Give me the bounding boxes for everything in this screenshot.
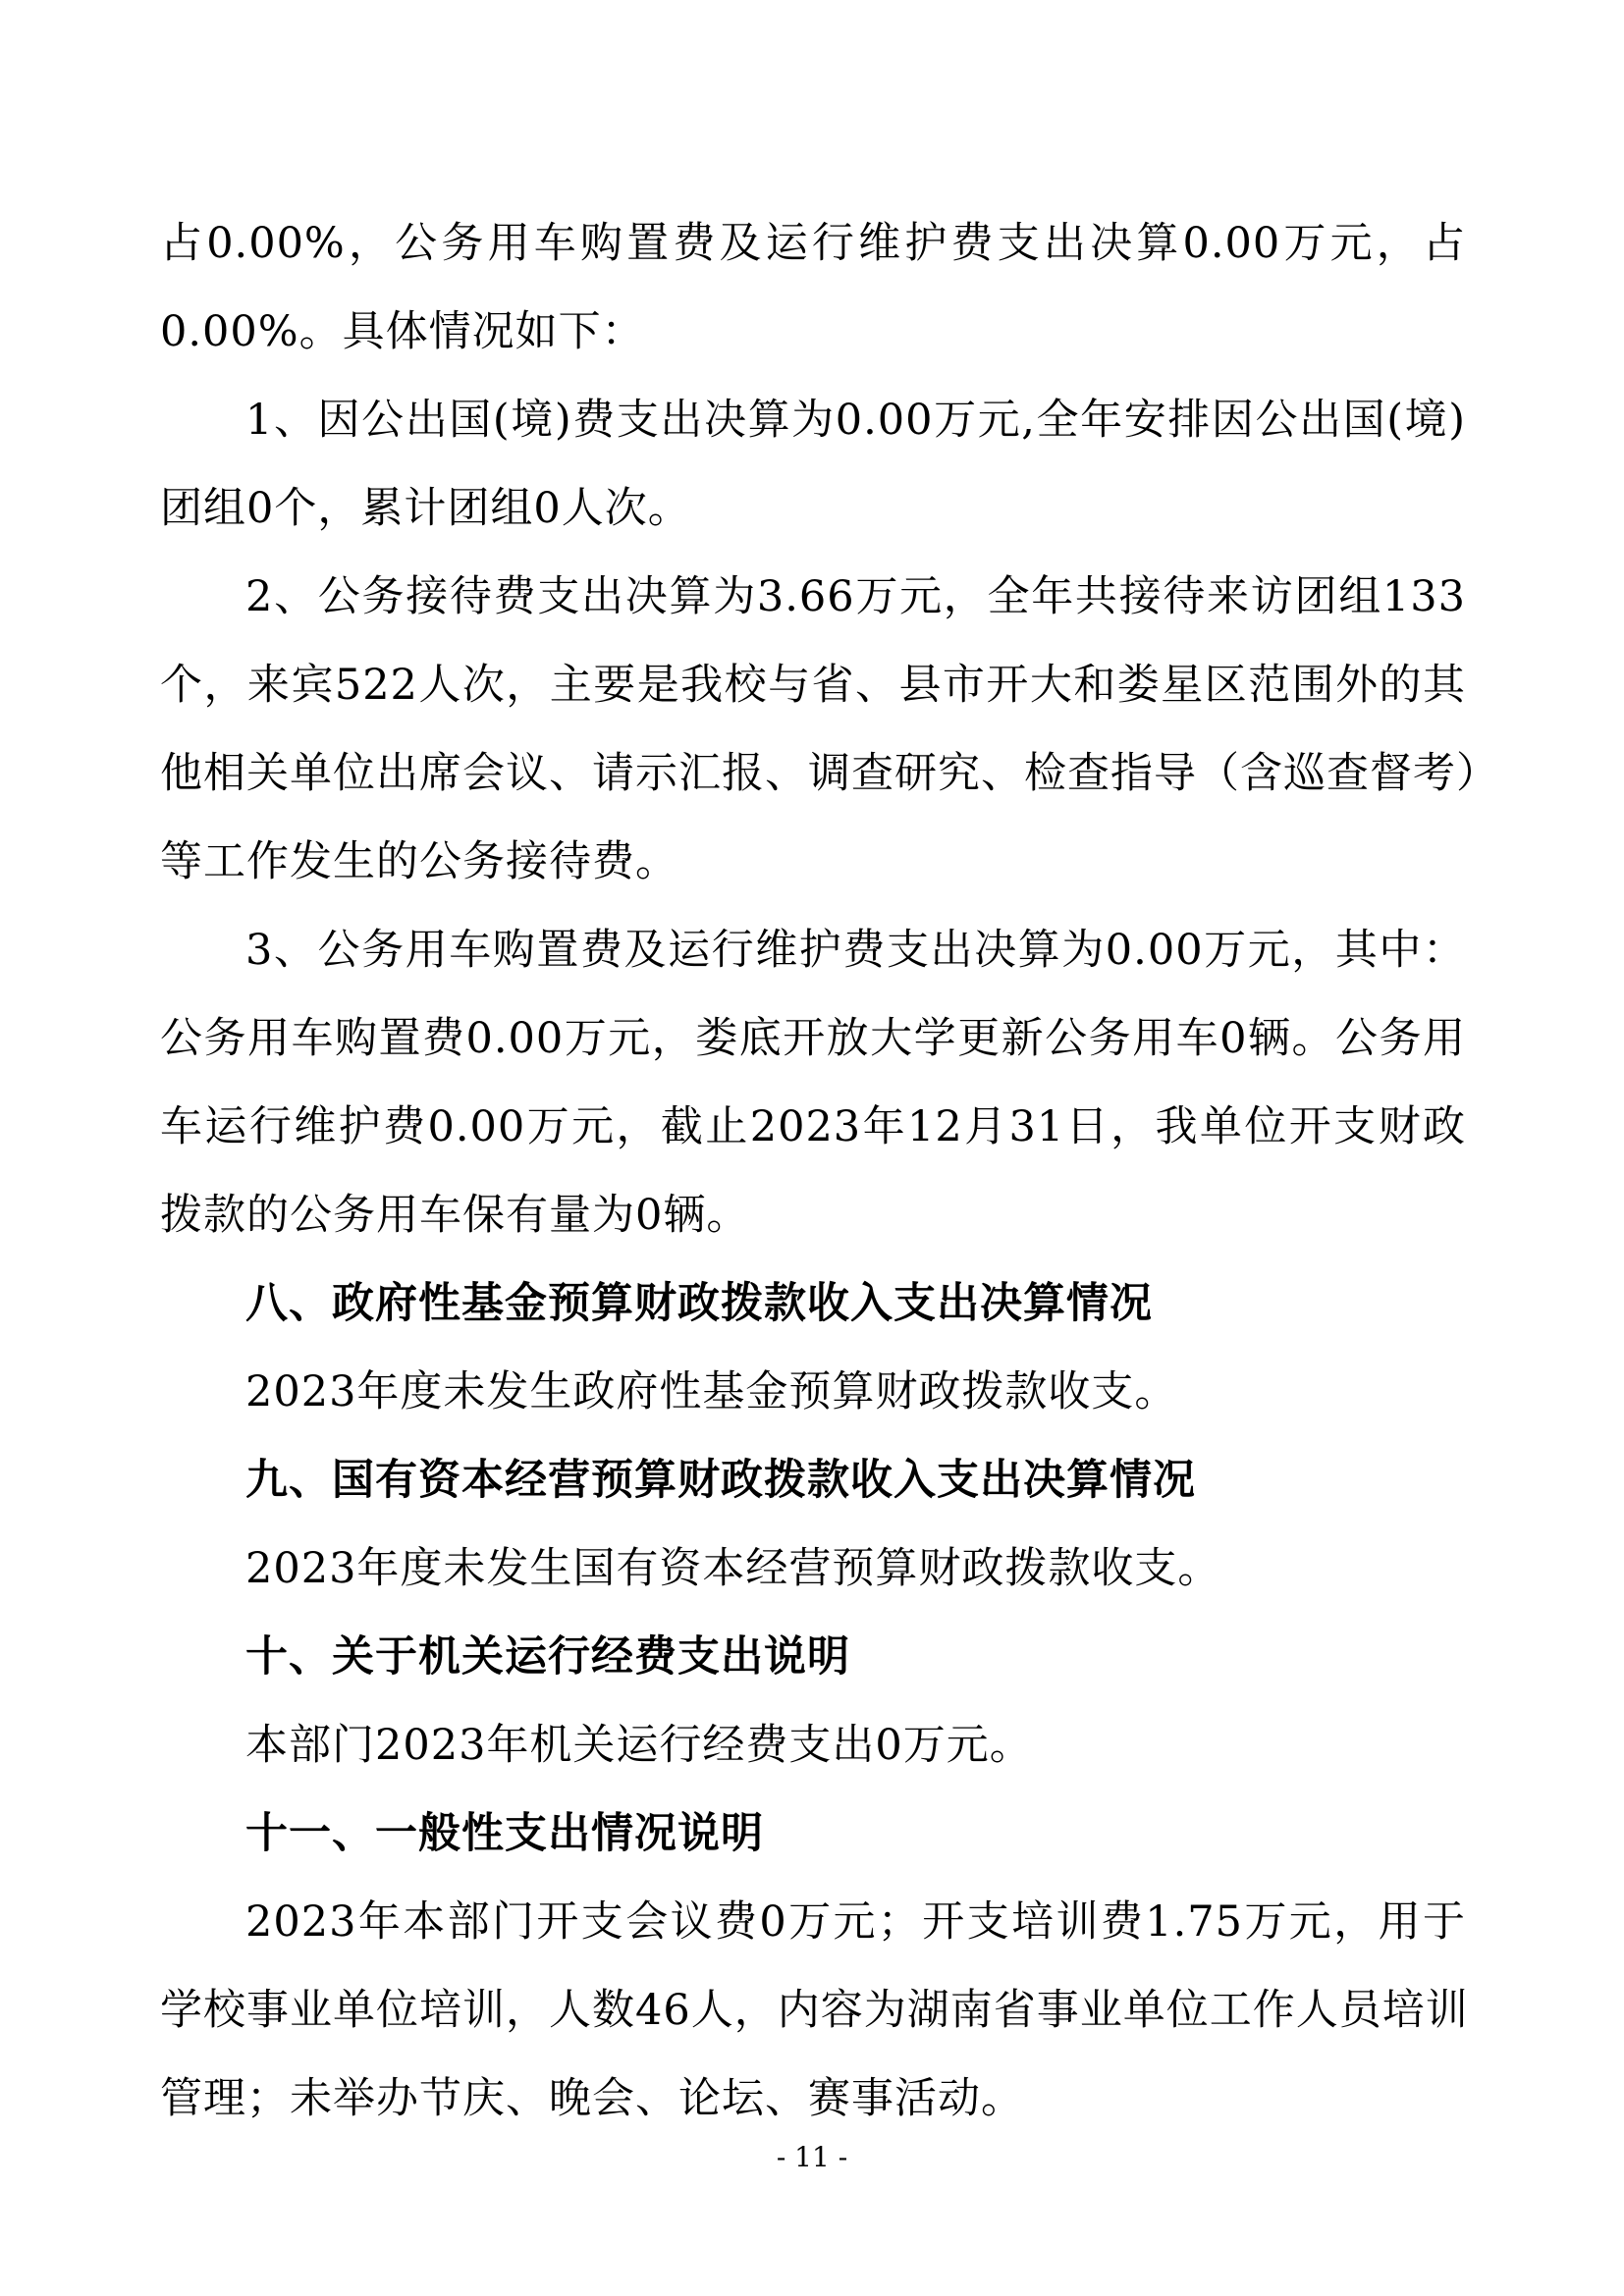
paragraph-line: 3、公务用车购置费及运行维护费支出决算为0.00万元，其中： (245, 926, 1466, 975)
paragraph-line: 车运行维护费0.00万元，截止2023年12月31日，我单位开支财政 (160, 1102, 1466, 1151)
section-heading-10: 十、关于机关运行经费支出说明 (245, 1632, 850, 1682)
paragraph-line: 等工作发生的公务接待费。 (160, 837, 678, 886)
paragraph-line: 他相关单位出席会议、请示汇报、调查研究、检查指导（含巡查督考） (160, 749, 1499, 798)
paragraph-line: 个，来宾522人次，主要是我校与省、县市开大和娄星区范围外的其 (160, 661, 1466, 710)
paragraph-line: 本部门2023年机关运行经费支出0万元。 (245, 1721, 1033, 1770)
paragraph-line: 公务用车购置费0.00万元，娄底开放大学更新公务用车0辆。公务用 (160, 1014, 1466, 1063)
paragraph-line: 占0.00%，公务用车购置费及运行维护费支出决算0.00万元，占 (160, 219, 1466, 268)
paragraph-line: 0.00%。具体情况如下： (160, 307, 645, 356)
section-heading-8: 八、政府性基金预算财政拨款收入支出决算情况 (245, 1279, 1153, 1328)
paragraph-line: 团组0个，累计团组0人次。 (160, 484, 691, 533)
paragraph-line: 2023年度未发生政府性基金预算财政拨款收支。 (245, 1367, 1178, 1416)
paragraph-line: 拨款的公务用车保有量为0辆。 (160, 1191, 750, 1240)
section-heading-9: 九、国有资本经营预算财政拨款收入支出决算情况 (245, 1456, 1196, 1505)
paragraph-line: 管理；未举办节庆、晚会、论坛、赛事活动。 (160, 2074, 1024, 2123)
page-number: - 11 - (776, 2141, 848, 2173)
paragraph-line: 2023年本部门开支会议费0万元；开支培训费1.75万元，用于 (245, 1897, 1466, 1947)
paragraph-line: 学校事业单位培训，人数46人，内容为湖南省事业单位工作人员培训 (160, 1986, 1469, 2035)
paragraph-line: 2023年度未发生国有资本经营预算财政拨款收支。 (245, 1544, 1221, 1593)
section-heading-11: 十一、一般性支出情况说明 (245, 1809, 764, 1858)
paragraph-line: 1、因公出国(境)费支出决算为0.00万元,全年安排因公出国(境) (245, 396, 1466, 445)
paragraph-line: 2、公务接待费支出决算为3.66万元，全年共接待来访团组133 (245, 572, 1466, 621)
